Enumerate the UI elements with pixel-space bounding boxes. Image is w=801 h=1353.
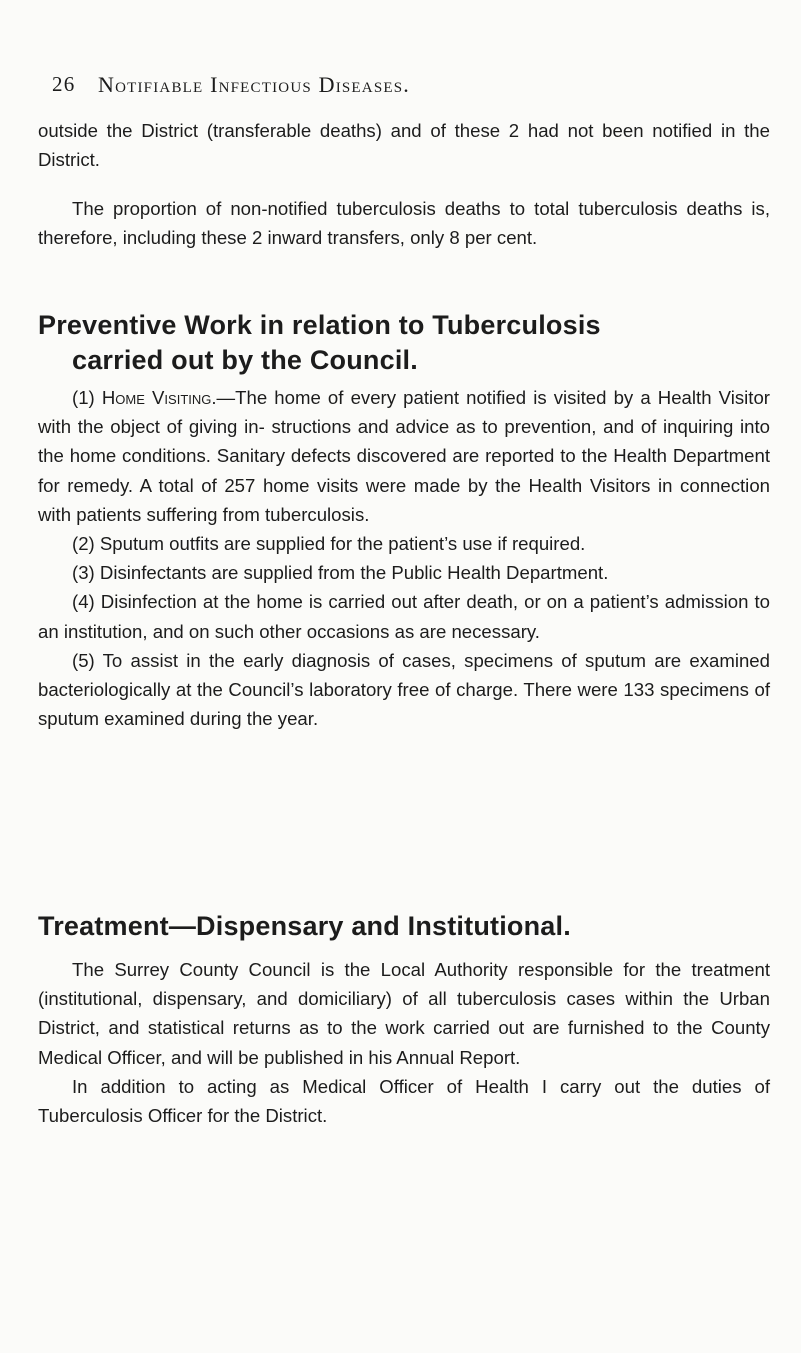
treatment-paragraph-2: In addition to acting as Medical Officer of Health I carry out the duties of Tuberculosis Officer for the District.	[38, 1075, 770, 1127]
proportion-paragraph: The proportion of non-notified tuberculosis deaths to total tuberculosis deaths is, therefore, including these 2 inward transfers, only 8 per cent.	[38, 198, 770, 249]
preventive-items	[38, 383, 770, 733]
item1-number: (1)	[72, 387, 95, 408]
preventive-heading-line2: carried out by the Council.	[72, 345, 418, 375]
treatment-section	[38, 955, 770, 1130]
treatment-paragraph-1: The Surrey County Council is the Local Authority responsible for the treatment (institutional, dispensary, and domiciliary) of all tuberculosis cases within the Urban District, and statistical returns as to the work carried out are furnished to the County Medical Officer, and will be published in his Annual Report.	[38, 959, 770, 1068]
item1-title: Home Visiting	[101, 387, 212, 408]
item-disinfection: (4) Disinfection at the home is carried out after death, or on a patient’s admission to an institution, and on such other occasions as are necessary.	[38, 591, 770, 642]
item1-text: .—The home of every patient notified is visited by a Health Visitor with the object of giving in- structions and advice as to prevention, and of inquiring into the home conditions. Sanitary defects discovered are reported to the Health Department for remedy. A total of 257 home visits were made by the Health Visitors in connection with patients suffering from tuberculosis.	[38, 387, 770, 525]
item-disinfectants: (3) Disinfectants are supplied from the Public Health Department.	[72, 562, 609, 584]
item-home-visiting	[38, 383, 770, 529]
running-title: Notifiable Infectious Diseases.	[98, 72, 410, 97]
page-number: 26	[52, 72, 76, 96]
continuation-paragraph: outside the District (transferable deaths) and of these 2 had not been notified in the District.	[38, 120, 770, 171]
preventive-work-heading	[38, 308, 778, 378]
treatment-heading: Treatment—Dispensary and Institutional.	[38, 911, 571, 941]
item-diagnosis: (5) To assist in the early diagnosis of cases, specimens of sputum are examined bacteriologically at the Council’s laboratory free of charge. There were 133 specimens of sputum examined during the year.	[38, 649, 770, 730]
preventive-heading-line1: Preventive Work in relation to Tuberculosis	[38, 310, 601, 340]
running-header	[52, 72, 752, 102]
item-sputum-outfits: (2) Sputum outfits are supplied for the patient’s use if required.	[72, 533, 586, 555]
